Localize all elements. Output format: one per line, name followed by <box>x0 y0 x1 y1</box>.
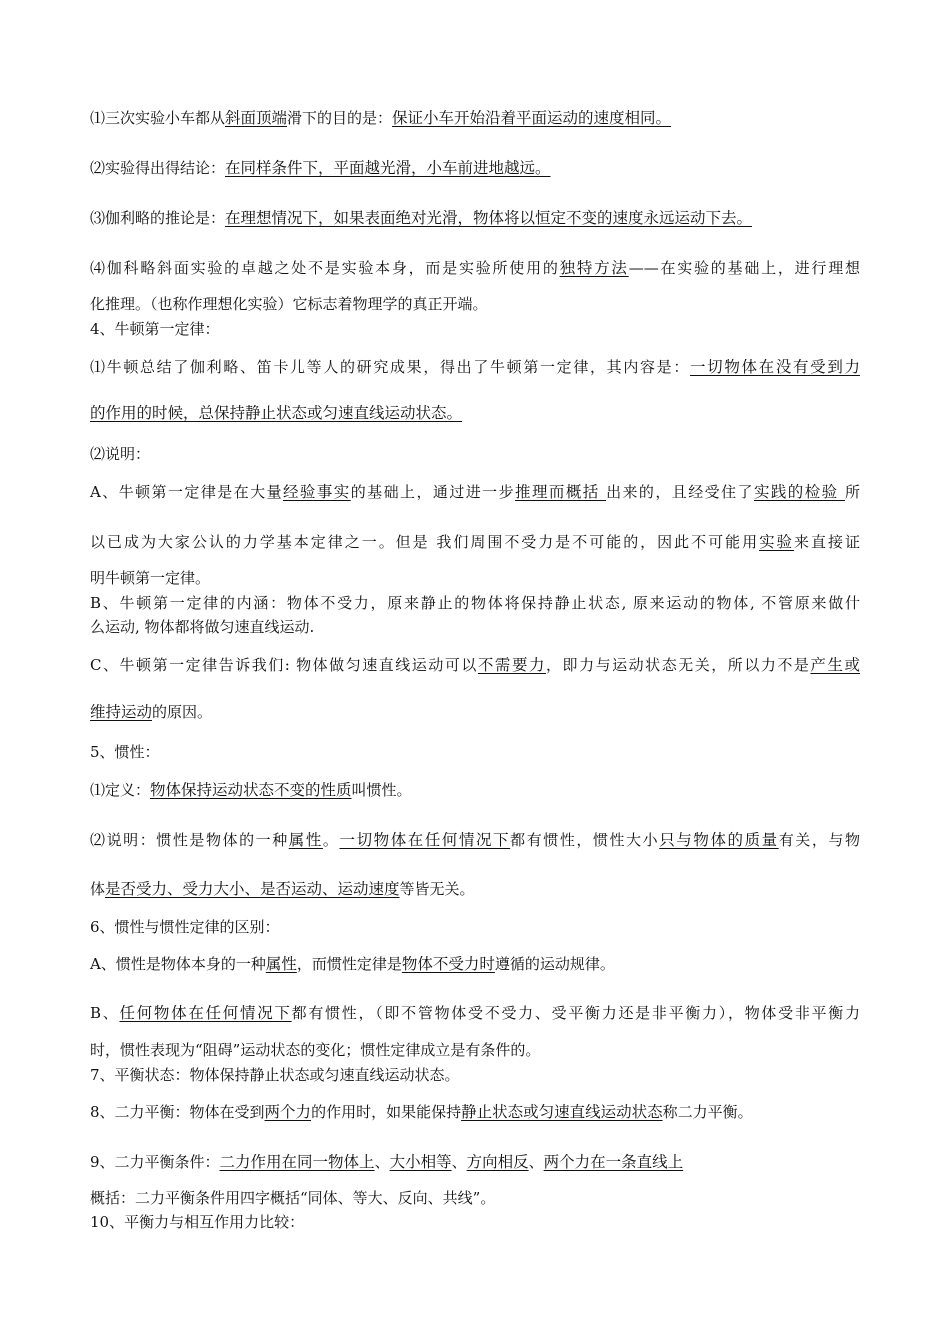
text-segment: 、 <box>374 1153 390 1171</box>
text-line <box>90 158 860 178</box>
text-segment: 都有惯性，惯性大小 <box>510 831 660 849</box>
underlined-key-phrase: 一切物体在没有受到力 <box>689 358 860 376</box>
underlined-key-phrase: 任何物体在任何情况下 <box>119 1004 292 1022</box>
text-line <box>90 294 860 314</box>
text-segment: 时，惯性表现为“阻碍”运动状态的变化；惯性定律成立是有条件的。 <box>90 1041 541 1059</box>
underlined-key-phrase: 在理想情况下，如果表面绝对光滑，物体将以恒定不变的速度永远运动下去。 <box>225 209 753 227</box>
text-line <box>90 357 860 377</box>
section-heading <box>90 742 860 762</box>
text-segment: 出来的，且经受住了 <box>606 483 754 501</box>
text-line <box>90 954 860 974</box>
text-segment: ⑴牛顿总结了伽利略、笛卡儿等人的研究成果，得出了牛顿第一定律，其内容是： <box>90 358 690 376</box>
text-line <box>90 568 860 588</box>
underlined-key-phrase: 实践的检验 <box>753 483 845 501</box>
text-line <box>90 655 860 675</box>
text-segment: 都有惯性，（即不管物体受不受力、受平衡力还是非平衡力），物体受非平衡力 <box>291 1004 860 1022</box>
text-segment: 10、平衡力与相互作用力比较： <box>90 1213 305 1231</box>
text-line <box>90 1003 860 1023</box>
underlined-key-phrase: 维持运动 <box>90 703 153 721</box>
text-segment: ，而惯性定律是 <box>296 955 402 973</box>
section-heading <box>90 1212 860 1232</box>
underlined-key-phrase: 在同样条件下，平面越光滑，小车前进地越远。 <box>225 159 551 177</box>
text-segment: 的作用时，如果能保持 <box>311 1103 462 1121</box>
text-segment: 有关，与物 <box>778 831 860 849</box>
text-line <box>90 1152 860 1172</box>
text-segment: ⑴定义： <box>90 781 151 799</box>
text-segment: 所 <box>844 483 860 501</box>
text-segment: 概括：二力平衡条件用四字概括“同体、等大、反向、共线”。 <box>90 1189 496 1207</box>
underlined-key-phrase: 是否受力、受力大小、是否运动、运动速度 <box>105 880 400 898</box>
underlined-key-phrase: 静止状态或匀速直线运动状态 <box>461 1103 663 1121</box>
text-segment: 遵循的运动规律。 <box>494 955 615 973</box>
underlined-key-phrase: 物体不受力时 <box>401 955 495 973</box>
text-line <box>90 1188 860 1208</box>
underlined-key-phrase: 二力作用在同一物体上 <box>219 1153 375 1171</box>
text-segment: 等皆无关。 <box>399 880 475 898</box>
underlined-key-phrase: 一切物体在任何情况下 <box>339 831 511 849</box>
text-segment: 来直接证 <box>794 533 860 551</box>
text-segment: 6、惯性与惯性定律的区别： <box>90 918 280 936</box>
text-segment: 体 <box>90 880 106 898</box>
text-segment: ——在实验的基础上，进行理想 <box>628 259 860 277</box>
text-line <box>90 830 860 850</box>
text-segment: 滑下的目的是： <box>287 109 393 127</box>
text-segment: 8、二力平衡：物体在受到 <box>90 1103 265 1121</box>
text-segment: A、惯性是物体本身的一种 <box>90 955 266 973</box>
text-line <box>90 444 860 464</box>
underlined-key-phrase: 推理而概括 <box>515 483 607 501</box>
text-segment: 、 <box>528 1153 544 1171</box>
text-line <box>90 258 860 278</box>
underlined-key-phrase: 保证小车开始沿着平面运动的速度相同。 <box>392 109 672 127</box>
underlined-key-phrase: 不需要力 <box>477 656 547 674</box>
text-line <box>90 108 860 128</box>
underlined-key-phrase: 只与物体的质量 <box>659 831 779 849</box>
section-heading <box>90 917 860 937</box>
text-segment: 7、平衡状态：物体保持静止状态或匀速直线运动状态。 <box>90 1066 460 1084</box>
text-segment: 9、二力平衡条件： <box>90 1153 220 1171</box>
text-segment: 称二力平衡。 <box>662 1103 753 1121</box>
text-segment: 。 <box>322 831 340 849</box>
underlined-key-phrase: 两个力在一条直线上 <box>543 1153 684 1171</box>
text-segment: 以已成为大家公认的力学基本定律之一。但是 我们周围不受力是不可能的，因此不可能用 <box>90 533 760 551</box>
underlined-key-phrase: 实验 <box>759 533 795 551</box>
text-segment: 4、牛顿第一定律： <box>90 320 220 338</box>
section-heading <box>90 319 860 339</box>
text-segment: ，即力与运动状态无关，所以力不是 <box>546 656 811 674</box>
text-segment: 么运动, 物体都将做匀速直线运动. <box>90 618 315 636</box>
text-segment: A、牛顿第一定律是在大量 <box>90 483 283 501</box>
underlined-key-phrase: 物体保持运动状态不变的性质 <box>150 781 352 799</box>
underlined-key-phrase: 产生或 <box>810 656 860 674</box>
text-segment: ⑵说明：惯性是物体的一种 <box>90 831 289 849</box>
text-segment: B、牛顿第一定律的内涵：物体不受力，原来静止的物体将保持静止状态, 原来运动的物体, 不管原来做什 <box>90 594 860 612</box>
text-line <box>90 702 860 722</box>
underlined-key-phrase: 属性 <box>265 955 297 973</box>
text-segment: ⑴三次实验小车都从 <box>90 109 226 127</box>
underlined-key-phrase: 大小相等 <box>389 1153 452 1171</box>
text-line <box>90 403 860 423</box>
text-segment: ⑵实验得出得结论： <box>90 159 226 177</box>
text-line <box>90 593 860 613</box>
text-segment: 、 <box>451 1153 467 1171</box>
text-line <box>90 1102 860 1122</box>
text-line <box>90 532 860 552</box>
underlined-key-phrase: 的作用的时候，总保持静止状态或匀速直线运动状态。 <box>90 404 463 422</box>
text-segment: 明牛顿第一定律。 <box>90 569 211 587</box>
text-line <box>90 208 860 228</box>
underlined-key-phrase: 斜面顶端 <box>225 109 288 127</box>
text-segment: 5、惯性： <box>90 743 160 761</box>
text-segment: 叫惯性。 <box>351 781 412 799</box>
text-line <box>90 1040 860 1060</box>
text-line <box>90 617 860 637</box>
underlined-key-phrase: 经验事实 <box>283 483 351 501</box>
text-segment: 化推理。（也称作理想化实验）它标志着物理学的真正开端。 <box>90 295 488 313</box>
text-line <box>90 780 860 800</box>
underlined-key-phrase: 两个力 <box>264 1103 312 1121</box>
underlined-key-phrase: 属性 <box>288 831 323 849</box>
underlined-key-phrase: 独特方法 <box>559 259 629 277</box>
text-segment: ⑶伽利略的推论是： <box>90 209 226 227</box>
text-segment: 的基础上，通过进一步 <box>350 483 516 501</box>
text-segment: ⑵说明： <box>90 445 151 463</box>
text-segment: ⑷伽科略斜面实验的卓越之处不是实验本身，而是实验所使用的 <box>90 259 560 277</box>
text-segment: B、 <box>90 1004 120 1022</box>
text-segment: 的原因。 <box>152 703 213 721</box>
text-segment: C、牛顿第一定律告诉我们: 物体做匀速直线运动可以 <box>90 656 478 674</box>
text-line <box>90 879 860 899</box>
section-heading <box>90 1065 860 1085</box>
underlined-key-phrase: 方向相反 <box>466 1153 529 1171</box>
text-line <box>90 482 860 502</box>
